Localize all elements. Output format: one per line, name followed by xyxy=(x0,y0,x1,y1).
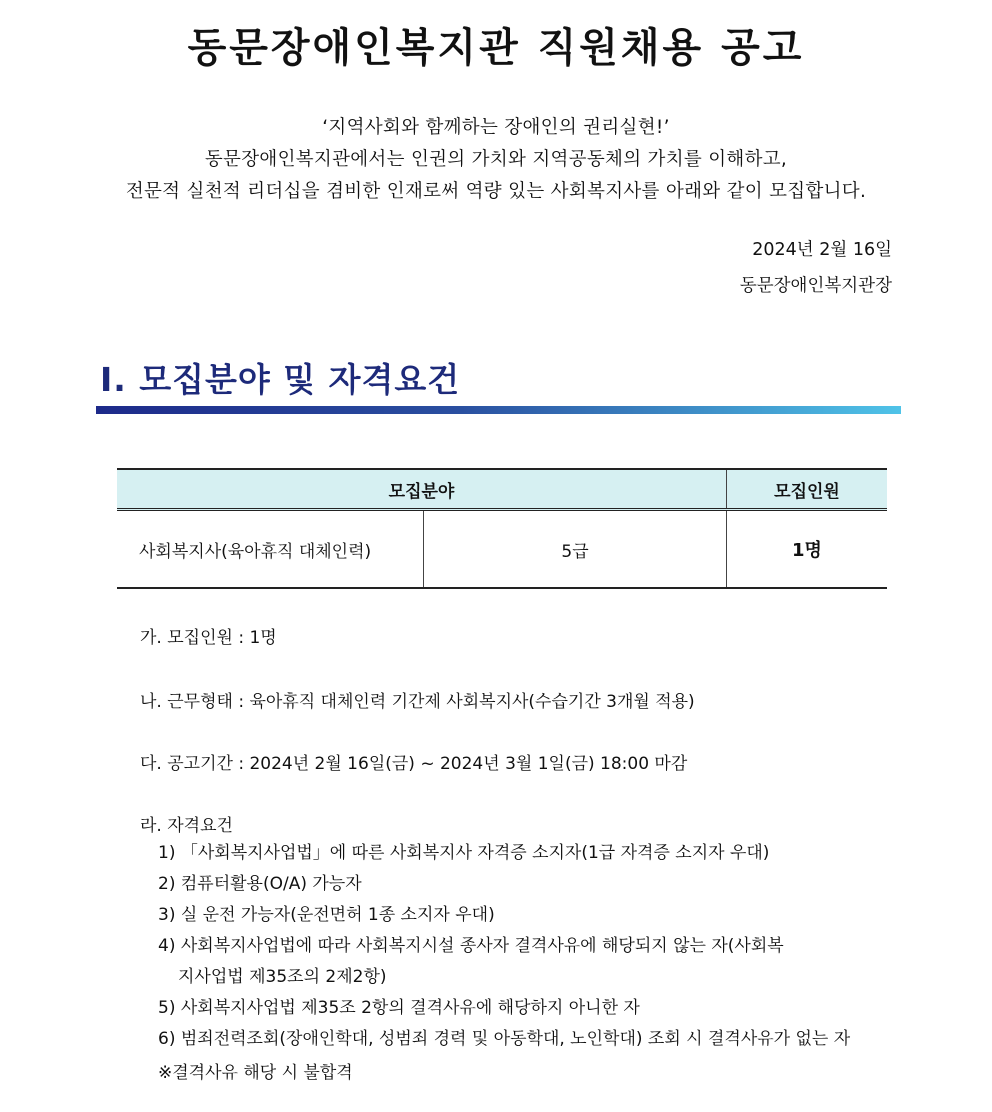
list-item: 가. 모집인원 : 1명 xyxy=(140,628,277,648)
qualification-list xyxy=(158,838,898,1055)
list-item: 라. 자격요건 xyxy=(140,816,233,836)
cell-count: 1명 xyxy=(727,510,888,589)
notice-issuer: 동문장애인복지관장 xyxy=(739,276,892,296)
qualification-item-continued: 지사업법 제35조의 2제2항) xyxy=(178,967,387,987)
notice-date: 2024년 2월 16일 xyxy=(752,240,892,260)
section-divider xyxy=(96,406,901,414)
cell-grade: 5급 xyxy=(424,510,727,589)
table-row xyxy=(117,510,887,589)
header-field: 모집분야 xyxy=(117,469,727,510)
qualification-item: 3) 실 운전 가능자(운전면허 1종 소지자 우대) xyxy=(158,905,495,925)
section-title: Ⅰ. 모집분야 및 자격요건 xyxy=(100,360,461,399)
intro-line: 동문장애인복지관에서는 인권의 가치와 지역공동체의 가치를 이해하고, xyxy=(204,149,788,170)
table-header-row xyxy=(117,469,887,510)
list-item: 나. 근무형태 : 육아휴직 대체인력 기간제 사회복지사(수습기간 3개월 적용) xyxy=(140,692,695,712)
qualification-item: 6) 범죄전력조회(장애인학대, 성범죄 경력 및 아동학대, 노인학대) 조회 시 결격사유가 없는 자 xyxy=(158,1029,851,1049)
signoff xyxy=(740,232,892,304)
qualification-item: 5) 사회복지사업법 제35조 2항의 결격사유에 해당하지 아니한 자 xyxy=(158,998,640,1018)
header-count: 모집인원 xyxy=(727,469,888,510)
disqualification-note: ※결격사유 해당 시 불합격 xyxy=(158,1063,353,1083)
page-title: 동문장애인복지관 직원채용 공고 xyxy=(187,25,805,71)
qualification-item: 2) 컴퓨터활용(O/A) 가능자 xyxy=(158,874,362,894)
intro-slogan: ‘지역사회와 함께하는 장애인의 권리실현!’ xyxy=(322,117,670,138)
qualification-item: 4) 사회복지사업법에 따라 사회복지시설 종사자 결격사유에 해당되지 않는 자(사회복 xyxy=(158,936,784,956)
cell-position: 사회복지사(육아휴직 대체인력) xyxy=(117,510,424,589)
intro-paragraph xyxy=(20,112,972,208)
intro-line: 전문적 실천적 리더십을 겸비한 인재로써 역량 있는 사회복지사를 아래와 같이 모집합니다. xyxy=(125,181,867,202)
list-item: 다. 공고기간 : 2024년 2월 16일(금) ~ 2024년 3월 1일(금) 18:00 마감 xyxy=(140,754,688,774)
qualification-item: 1) 「사회복지사업법」에 따른 사회복지사 자격증 소지자(1급 자격증 소지자 우대) xyxy=(158,843,770,863)
recruitment-table xyxy=(117,468,887,589)
